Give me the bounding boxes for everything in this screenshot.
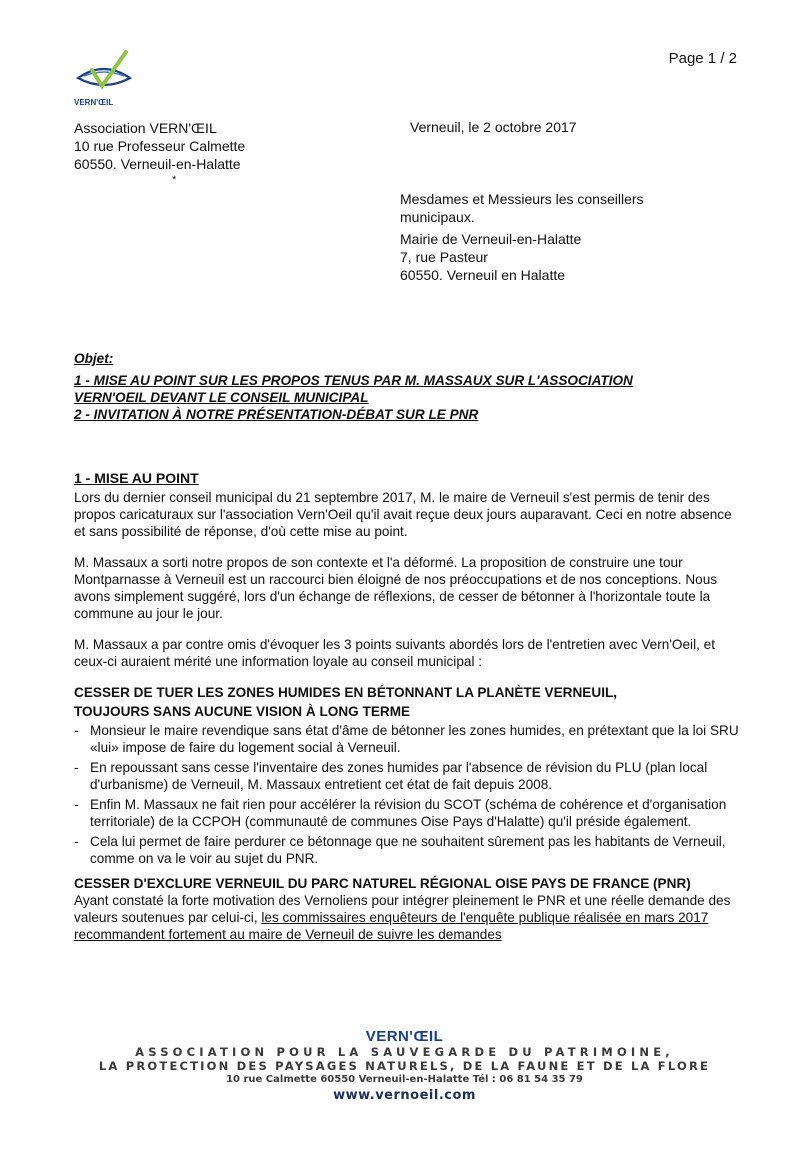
subject-item-1-line-1: 1 - MISE AU POINT SUR LES PROPOS TENUS PAR M. MASSAUX SUR L'ASSOCIATION xyxy=(74,373,633,388)
footer-line-1: ASSOCIATION POUR LA SAUVEGARDE DU PATRIMOINE, xyxy=(135,1045,674,1059)
subject-item-2: 2 - INVITATION À NOTRE PRÉSENTATION-DÉBAT SUR LE PNR xyxy=(74,407,479,422)
asterisk-mark: * xyxy=(172,174,177,186)
association-logo xyxy=(70,48,140,110)
list-item: - Enfin M. Massaux ne fait rien pour accélérer la révision du SCOT (schéma de cohérence et d'organisation territoriale) de la CCPOH (communauté de communes Oise Pays d'Halatte) qu'il préside également. xyxy=(74,796,740,830)
recipient-address xyxy=(400,190,644,284)
page-number: Page 1 / 2 xyxy=(668,50,737,67)
sender-street: 10 rue Professeur Calmette xyxy=(74,138,246,154)
letter-date: Verneuil, le 2 octobre 2017 xyxy=(410,119,577,135)
letter-body xyxy=(74,470,740,943)
heading-zones-humides-line-1: CESSER DE TUER LES ZONES HUMIDES EN BÉTONNANT LA PLANÈTE VERNEUIL, xyxy=(74,685,618,700)
recipient-line-1: Mesdames et Messieurs les conseillers xyxy=(400,191,644,207)
logo-text: VERN'ŒIL xyxy=(74,98,114,107)
footer-website-link[interactable]: www.vernoeil.com xyxy=(333,1088,476,1103)
recipient-line-2: municipaux. xyxy=(400,209,475,225)
list-item: - Monsieur le maire revendique sans état d'âme de bétonner les zones humides, en prétextant que la loi SRU «lui» impose de faire du logement social à Verneuil. xyxy=(74,722,740,756)
subject-block xyxy=(74,350,734,423)
footer-address: 10 rue Calmette 60550 Verneuil-en-Halatte Tél : 06 81 54 35 79 xyxy=(226,1074,583,1085)
paragraph-3: M. Massaux a par contre omis d'évoquer les 3 points suivants abordés lors de l'entretien avec Vern'Oeil, et ceux-ci auraient mérité une information loyale au conseil municipal : xyxy=(74,637,715,669)
recipient-line-4: 7, rue Pasteur xyxy=(400,249,488,265)
points-list xyxy=(74,722,740,867)
subject-item-1-line-2: VERN'OEIL DEVANT LE CONSEIL MUNICIPAL xyxy=(74,390,369,405)
paragraph-2: M. Massaux a sorti notre propos de son contexte et l'a déformé. La proposition de construire une tour Montparnasse à Verneuil est un raccourci bien éloigné de nos préoccupations et de nos conceptions. Nous avons simplement suggéré, lors d'un échange de réflexions, de cesser de bétonner à l'horizontale toute la commune au jour le jour. xyxy=(74,555,718,621)
paragraph-1: Lors du dernier conseil municipal du 21 septembre 2017, M. le maire de Verneuil s'est permis de tenir des propos caricaturaux sur l'association Vern'Oeil qu'il avait reçue deux jours auparavant. Ceci en notre absence et sans possibilité de réponse, d'où cette mise au point. xyxy=(74,490,732,539)
footer-line-2: LA PROTECTION DES PAYSAGES NATURELS, DE LA FAUNE ET DE LA FLORE xyxy=(98,1059,711,1073)
recipient-line-3: Mairie de Verneuil-en-Halatte xyxy=(400,231,582,247)
paragraph-4-start: Ayant constaté la forte motivation des Vernoliens pour intégrer pleinement le PNR et une réelle demande des valeurs soutenues par celui-ci, xyxy=(74,893,731,925)
eye-check-logo-icon xyxy=(74,48,134,96)
letter-footer xyxy=(0,1028,809,1104)
section-1-title: 1 - MISE AU POINT xyxy=(74,470,199,486)
heading-pnr: CESSER D'EXCLURE VERNEUIL DU PARC NATUREL RÉGIONAL OISE PAYS DE FRANCE (PNR) xyxy=(74,876,691,891)
heading-zones-humides-line-2: TOUJOURS SANS AUCUNE VISION À LONG TERME xyxy=(74,704,411,719)
subject-label: Objet: xyxy=(74,351,114,366)
list-item: - En repoussant sans cesse l'inventaire des zones humides par l'absence de révision du PLU (plan local d'urbanisme) de Verneuil, M. Massaux entretient cet état de fait depuis 2008. xyxy=(74,759,740,793)
footer-name: VERN'ŒIL xyxy=(365,1028,444,1045)
paragraph-4-underlined: les commissaires enquêteurs de l'enquête publique réalisée en mars 2017 recommandent fortement au maire de Verneuil de suivre les demandes xyxy=(74,910,709,942)
recipient-line-5: 60550. Verneuil en Halatte xyxy=(400,267,566,283)
list-item: - Cela lui permet de faire perdurer ce bétonnage que ne souhaitent sûrement pas les habitants de Verneuil, comme on va le voir au sujet du PNR. xyxy=(74,833,740,867)
paragraph-4 xyxy=(74,892,740,943)
sender-address xyxy=(74,119,245,173)
sender-city: 60550. Verneuil-en-Halatte xyxy=(74,156,241,172)
sender-name: Association VERN'ŒIL xyxy=(74,120,217,136)
